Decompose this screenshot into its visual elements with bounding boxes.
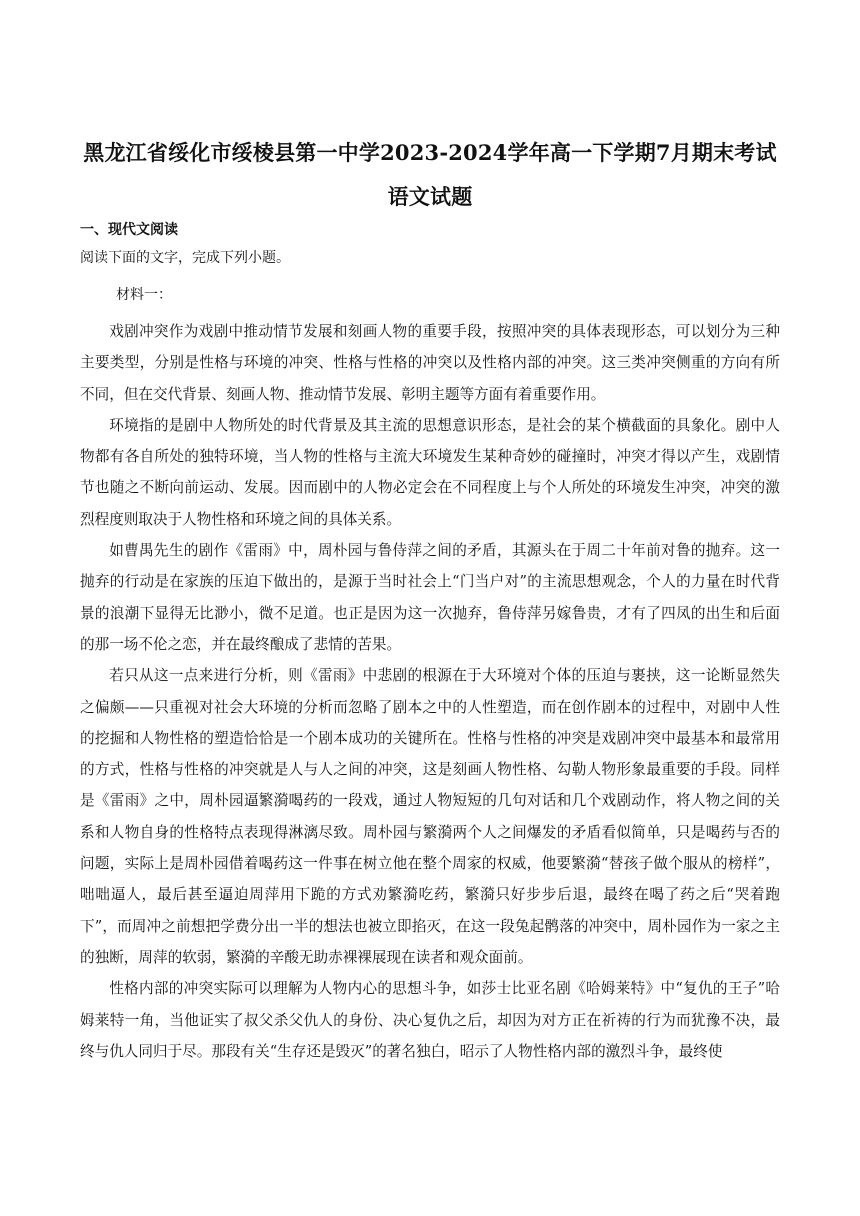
paragraph: 性格内部的冲突实际可以理解为人物内心的思想斗争，如莎士比亚名剧《哈姆莱特》中“复仇的王子”哈姆莱特一角，当他证实了叔父杀父仇人的身份、决心复仇之后，却因为对方正在祈祷的行为而犹豫不决，最终与仇人同归于尽。那段有关“生存还是毁灭”的著名独白，昭示了人物性格内部的激烈斗争，最终使 xyxy=(80,980,780,1060)
paragraph: 环境指的是剧中人物所处的时代背景及其主流的思想意识形态，是社会的某个横截面的具象化。剧中人物都有各自所处的独特环境，当人物的性格与主流大环境发生某种奇妙的碰撞时，冲突才得以产生，戏剧情节也随之不断向前运动、发展。因而剧中的人物必定会在不同程度上与个人所处的环境发生冲突，冲突的激烈程度则取决于人物性格和环境之间的具体关系。 xyxy=(80,416,780,528)
paragraph: 戏剧冲突作为戏剧中推动情节发展和刻画人物的重要手段，按照冲突的具体表现形态，可以划分为三种主要类型，分别是性格与环境的冲突、性格与性格的冲突以及性格内部的冲突。这三类冲突侧重的方向有所不同，但在交代背景、刻画人物、推动情节发展、彰明主题等方面有着重要作用。 xyxy=(80,323,780,403)
article-body xyxy=(80,316,780,1067)
section-heading: 一、现代文阅读 xyxy=(80,222,178,238)
material-label: 材料一： xyxy=(116,287,172,303)
reading-instruction: 阅读下面的文字，完成下列小题。 xyxy=(80,250,290,266)
paragraph: 若只从这一点来进行分析，则《雷雨》中悲剧的根源在于大环境对个体的压迫与裹挟，这一论断显然失之偏颇——只重视对社会大环境的分析而忽略了剧本之中的人性塑造，而在创作剧本的过程中，对剧中人性的挖掘和人物性格的塑造恰恰是一个剧本成功的关键所在。性格与性格的冲突是戏剧冲突中最基本和最常用的方式，性格与性格的冲突就是人与人之间的冲突，这是刻画人物性格、勾勒人物形象最重要的手段。同样是《雷雨》之中，周朴园逼繁漪喝药的一段戏，通过人物短短的几句对话和几个戏剧动作，将人物之间的关系和人物自身的性格特点表现得淋漓尽致。周朴园与繁漪两个人之间爆发的矛盾看似简单，只是喝药与否的问题，实际上是周朴园借着喝药这一件事在树立他在整个周家的权威，他要繁漪“替孩子做个服从的榜样”，咄咄逼人，最后甚至逼迫周萍用下跪的方式劝繁漪吃药，繁漪只好步步后退，最终在喝了药之后“哭着跑下”，而周冲之前想把学费分出一半的想法也被立即掐灭，在这一段兔起鹘落的冲突中，周朴园作为一家之主的独断，周萍的软弱，繁漪的辛酸无助赤裸裸展现在读者和观众面前。 xyxy=(80,667,780,966)
document-title-line-2: 语文试题 xyxy=(387,184,473,209)
document-title-line-1: 黑龙江省绥化市绥棱县第一中学2023-2024学年高一下学期7月期末考试 xyxy=(83,140,777,165)
paragraph: 如曹禺先生的剧作《雷雨》中，周朴园与鲁侍萍之间的矛盾，其源头在于周二十年前对鲁的抛弃。这一抛弃的行动是在家族的压迫下做出的，是源于当时社会上“门当户对”的主流思想观念，个人的力量在时代背景的浪潮下显得无比渺小，微不足道。也正是因为这一次抛弃，鲁侍萍另嫁鲁贵，才有了四凤的出生和后面的那一场不伦之恋，并在最终酿成了悲情的苦果。 xyxy=(80,542,780,653)
